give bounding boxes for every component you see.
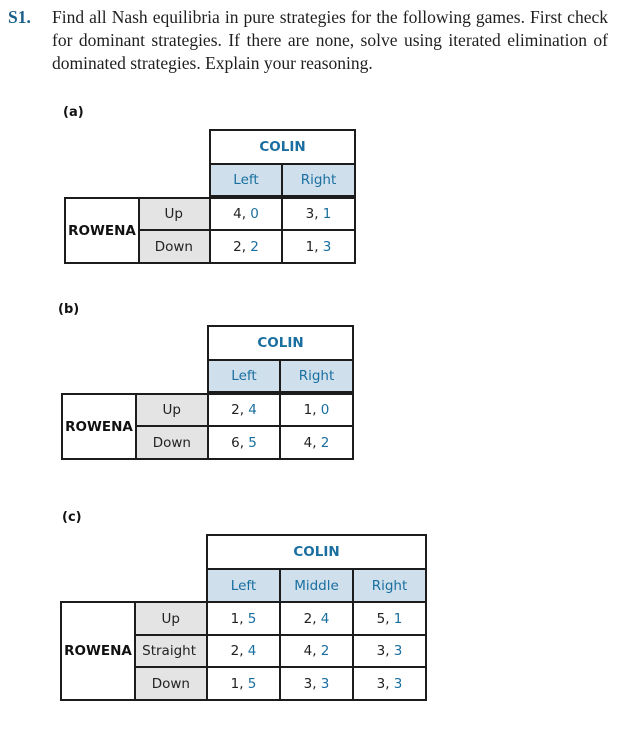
game-c-col-header-middle: Middle — [279, 568, 354, 603]
game-a-col-header-left: Left — [209, 163, 283, 197]
game-b-payoff-down-right: 4 , 2 — [279, 425, 354, 460]
game-c-row-header-down: Down — [134, 666, 208, 701]
game-c-payoff-up-left: 1 , 5 — [206, 601, 281, 636]
game-b-col-header-left: Left — [207, 359, 281, 393]
game-c-row-header-straight: Straight — [134, 634, 208, 668]
problem-text: Find all Nash equilibria in pure strategies for the following games. First check for dominant strategies. If there are none, solve using iterated elimination of dominated strategies. Explain your reasoning. — [52, 7, 608, 73]
game-c-payoff-up-middle: 2 , 4 — [279, 601, 354, 636]
game-a-label: (a) — [63, 105, 84, 120]
problem-statement — [8, 6, 608, 75]
game-b-row-header-down: Down — [135, 425, 209, 460]
game-a-payoff-up-right: 3 , 1 — [281, 197, 356, 231]
game-c-col-header-right: Right — [352, 568, 427, 603]
game-c-payoff-straight-right: 3 , 3 — [352, 634, 427, 668]
game-c-payoff-down-middle: 3 , 3 — [279, 666, 354, 701]
game-b-col-header-right: Right — [279, 359, 354, 393]
game-c-row-player: ROWENA — [60, 601, 136, 701]
game-a-column-player: COLIN — [209, 129, 356, 165]
game-c-payoff-straight-middle: 4 , 2 — [279, 634, 354, 668]
game-b-payoff-down-left: 6 , 5 — [207, 425, 281, 460]
game-c-col-header-left: Left — [206, 568, 281, 603]
game-c-row-header-up: Up — [134, 601, 208, 636]
game-a-payoff-down-right: 1 , 3 — [281, 229, 356, 264]
game-c-label: (c) — [62, 510, 82, 525]
game-c-payoff-down-right: 3 , 3 — [352, 666, 427, 701]
game-a-row-header-down: Down — [138, 229, 211, 264]
game-b-label: (b) — [58, 302, 80, 317]
game-c-payoff-straight-left: 2 , 4 — [206, 634, 281, 668]
game-b-row-header-up: Up — [135, 393, 209, 427]
game-a-row-player: ROWENA — [64, 197, 140, 264]
game-c-payoff-down-left: 1 , 5 — [206, 666, 281, 701]
game-a-col-header-right: Right — [281, 163, 356, 197]
game-b-payoff-up-right: 1 , 0 — [279, 393, 354, 427]
game-b-column-player: COLIN — [207, 325, 354, 361]
game-a-payoff-up-left: 4 , 0 — [209, 197, 283, 231]
game-c-payoff-up-right: 5 , 1 — [352, 601, 427, 636]
game-b-row-player: ROWENA — [61, 393, 137, 460]
game-a-row-header-up: Up — [138, 197, 211, 231]
game-a-payoff-down-left: 2 , 2 — [209, 229, 283, 264]
problem-number: S1. — [8, 7, 31, 27]
game-c-column-player: COLIN — [206, 534, 427, 570]
game-b-payoff-up-left: 2 , 4 — [207, 393, 281, 427]
